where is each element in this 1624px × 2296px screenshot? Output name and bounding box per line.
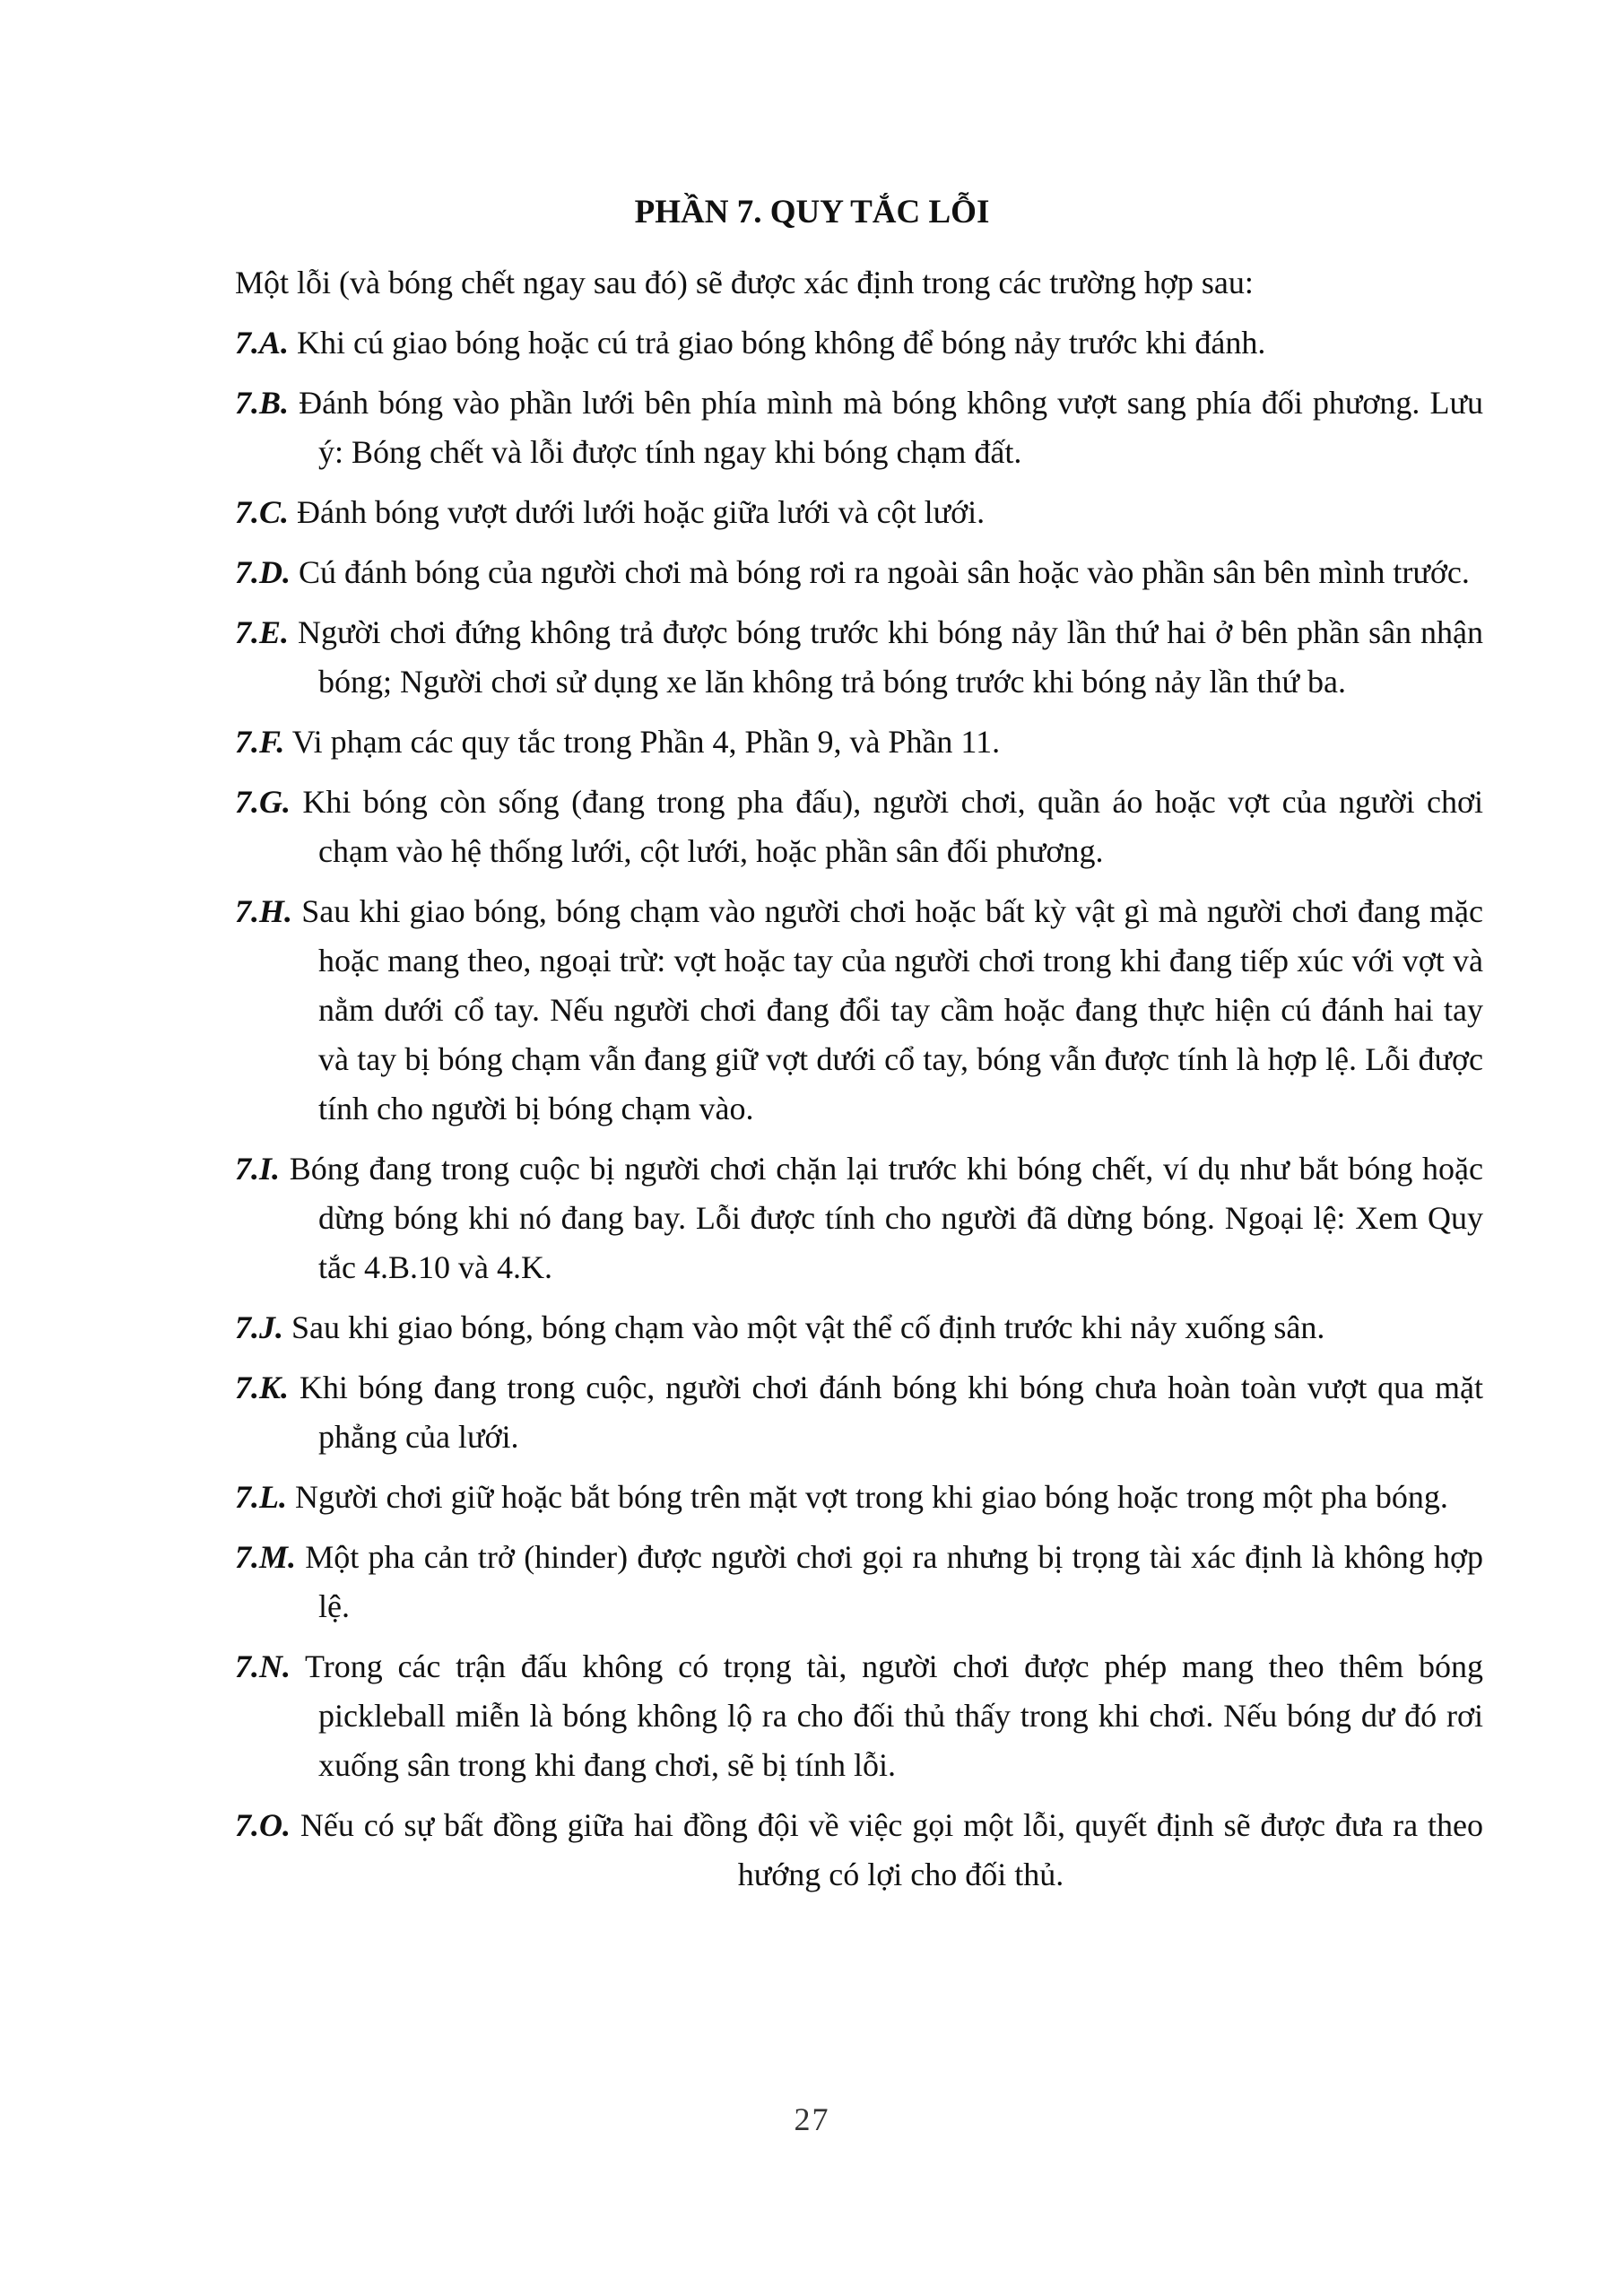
rule-7o (235, 1801, 1483, 1900)
rule-label: 7.L. (235, 1479, 287, 1515)
rule-7g (235, 778, 1483, 876)
rule-7c (235, 488, 1483, 537)
rule-label: 7.E. (235, 614, 290, 650)
rule-label: 7.A. (235, 325, 290, 361)
rule-label: 7.C. (235, 494, 290, 530)
rule-text: Người chơi đứng không trả được bóng trước khi bóng nảy lần thứ hai ở bên phần sân nhận bóng; Người chơi sử dụng xe lăn không trả bóng trước khi bóng nảy lần thứ ba. (298, 614, 1484, 700)
page-number: 27 (794, 2101, 830, 2137)
rules-content (235, 258, 1483, 1910)
rule-label: 7.B. (235, 385, 290, 421)
rule-7a (235, 318, 1483, 368)
rule-7l (235, 1473, 1483, 1522)
intro-paragraph: Một lỗi (và bóng chết ngay sau đó) sẽ được xác định trong các trường hợp sau: (235, 265, 1254, 300)
rule-label: 7.F. (235, 724, 285, 760)
rule-7d (235, 548, 1483, 597)
rule-text: Khi bóng còn sống (đang trong pha đấu), người chơi, quần áo hoặc vợt của người chơi chạm vào hệ thống lưới, cột lưới, hoặc phần sân đối phương. (302, 784, 1484, 869)
rule-text: Khi cú giao bóng hoặc cú trả giao bóng không để bóng nảy trước khi đánh. (297, 325, 1266, 361)
rule-label: 7.G. (235, 784, 291, 820)
rule-7m (235, 1533, 1483, 1631)
rule-text: Người chơi giữ hoặc bắt bóng trên mặt vợt trong khi giao bóng hoặc trong một pha bóng. (295, 1479, 1448, 1515)
rule-text: Một pha cản trở (hinder) được người chơi gọi ra nhưng bị trọng tài xác định là không hợp lệ. (305, 1539, 1484, 1624)
rule-text: Bóng đang trong cuộc bị người chơi chặn lại trước khi bóng chết, ví dụ như bắt bóng hoặc dừng bóng khi nó đang bay. Lỗi được tính cho người đã dừng bóng. Ngoại lệ: Xem Quy tắc 4.B.10 và 4.K. (289, 1151, 1483, 1285)
rule-text: Đánh bóng vào phần lưới bên phía mình mà bóng không vượt sang phía đối phương. Lưu ý: Bóng chết và lỗi được tính ngay khi bóng chạm đất. (299, 385, 1483, 470)
rule-label: 7.I. (235, 1151, 281, 1187)
rule-text: Đánh bóng vượt dưới lưới hoặc giữa lưới và cột lưới. (297, 494, 986, 530)
rule-7e (235, 608, 1483, 707)
rule-text: Trong các trận đấu không có trọng tài, người chơi được phép mang theo thêm bóng pickleball miễn là bóng không lộ ra cho đối thủ thấy trong khi chơi. Nếu bóng dư đó rơi xuống sân trong khi đang chơi, sẽ bị tính lỗi. (305, 1648, 1483, 1783)
rule-7j (235, 1303, 1483, 1352)
rule-label: 7.H. (235, 893, 293, 929)
rule-7k (235, 1363, 1483, 1462)
rule-text: Khi bóng đang trong cuộc, người chơi đánh bóng khi bóng chưa hoàn toàn vượt qua mặt phẳng của lưới. (299, 1370, 1483, 1455)
rule-7h (235, 887, 1483, 1134)
rule-7n (235, 1642, 1483, 1790)
rule-label: 7.J. (235, 1309, 283, 1345)
section-title: PHẦN 7. QUY TẮC LỖI (634, 194, 990, 230)
rule-7f (235, 718, 1483, 767)
rule-text: Cú đánh bóng của người chơi mà bóng rơi ra ngoài sân hoặc vào phần sân bên mình trước. (299, 554, 1470, 590)
rule-label: 7.N. (235, 1648, 291, 1684)
rule-text: Sau khi giao bóng, bóng chạm vào người chơi hoặc bất kỳ vật gì mà người chơi đang mặc hoặc mang theo, ngoại trừ: vợt hoặc tay của người chơi trong khi đang tiếp xúc với vợt và nằm dưới cổ tay. Nếu người chơi đang đổi tay cầm hoặc đang thực hiện cú đánh hai tay và tay bị bóng chạm vẫn đang giữ vợt dưới cổ tay, bóng vẫn được tính là hợp lệ. Lỗi được tính cho người bị bóng chạm vào. (301, 893, 1483, 1126)
rule-label: 7.K. (235, 1370, 290, 1405)
rule-7b (235, 378, 1483, 477)
rule-text: Sau khi giao bóng, bóng chạm vào một vật thể cố định trước khi nảy xuống sân. (291, 1309, 1325, 1345)
rule-label: 7.D. (235, 554, 291, 590)
rule-7i (235, 1144, 1483, 1292)
rule-text: Nếu có sự bất đồng giữa hai đồng đội về việc gọi một lỗi, quyết định sẽ được đưa ra theo hướng có lợi cho đối thủ. (300, 1807, 1483, 1892)
rule-label: 7.O. (235, 1807, 291, 1843)
rule-text: Vi phạm các quy tắc trong Phần 4, Phần 9, và Phần 11. (291, 724, 1001, 760)
rule-label: 7.M. (235, 1539, 297, 1575)
